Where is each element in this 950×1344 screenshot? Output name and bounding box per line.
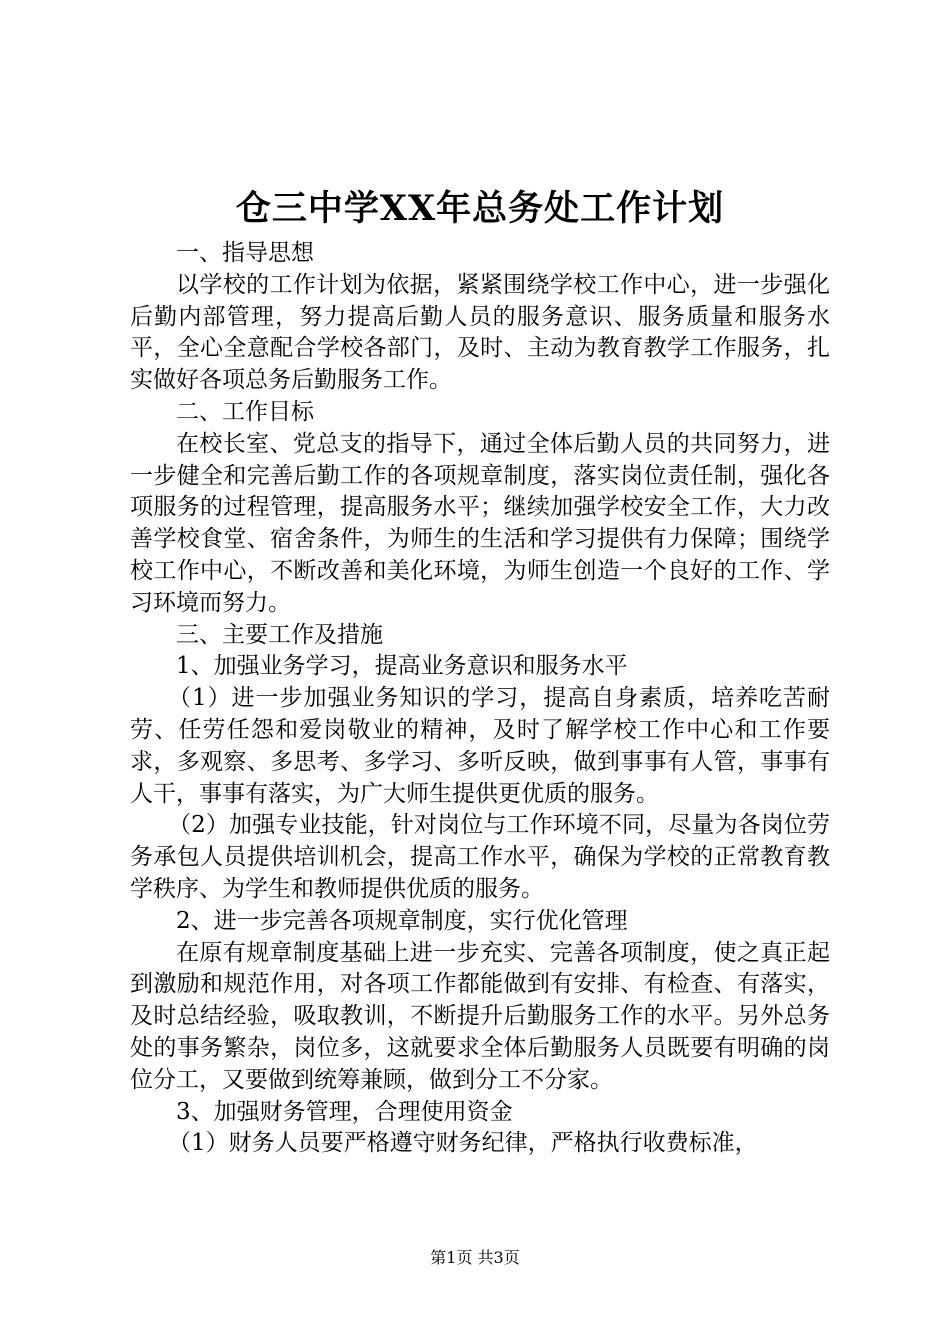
paragraph: （1）进一步加强业务知识的学习，提高自身素质，培养吃苦耐劳、任劳任怨和爱岗敬业的精神，及时了解学校工作中心和工作要求，多观察、多思考、多学习、多听反映，做到事事有人管，事事有人干，事事有落实，为广大师生提供更优质的服务。 (130, 685, 830, 807)
paragraph: （1）财务人员要严格遵守财务纪律，严格执行收费标准， (168, 1130, 758, 1157)
document-title: 仓三中学XX年总务处工作计划 (235, 188, 725, 229)
document-body (130, 238, 830, 1160)
paragraph: 以学校的工作计划为依据，紧紧围绕学校工作中心，进一步强化后勤内部管理，努力提高后勤人员的服务意识、服务质量和服务水平，全心全意配合学校各部门，及时、主动为教育教学工作服务，扎实做好各项总务后勤服务工作。 (130, 271, 830, 394)
subsection-heading: 2、进一步完善各项规章制度，实行优化管理 (176, 907, 628, 934)
section-heading: 二、工作目标 (176, 398, 314, 425)
paragraph: （2）加强专业技能，针对岗位与工作环境不同，尽量为各岗位劳务承包人员提供培训机会，提高工作水平，确保为学校的正常教育教学秩序、为学生和教师提供优质的服务。 (130, 812, 830, 902)
subsection-heading: 1、加强业务学习，提高业务意识和服务水平 (176, 653, 628, 680)
subsection-heading: 3、加强财务管理，合理使用资金 (176, 1098, 513, 1125)
paragraph: 在原有规章制度基础上进一步充实、完善各项制度，使之真正起到激励和规范作用，对各项工作都能做到有安排、有检查、有落实，及时总结经验，吸取教训，不断提升后勤服务工作的水平。另外总务处的事务繁杂，岗位多，这就要求全体后勤服务人员既要有明确的岗位分工，又要做到统筹兼顾，做到分工不分家。 (130, 939, 830, 1093)
page-footer: 第1页 共3页 (430, 1248, 520, 1267)
paragraph: 在校长室、党总支的指导下，通过全体后勤人员的共同努力，进一步健全和完善后勤工作的各项规章制度，落实岗位责任制，强化各项服务的过程管理，提高服务水平；继续加强学校安全工作，大力改善学校食堂、宿舍条件，为师生的生活和学习提供有力保障；围绕学校工作中心，不断改善和美化环境，为师生创造一个良好的工作、学习环境而努力。 (130, 430, 830, 616)
document-page (130, 186, 830, 1160)
section-heading: 一、指导思想 (176, 240, 314, 266)
section-heading: 三、主要工作及措施 (176, 621, 383, 648)
